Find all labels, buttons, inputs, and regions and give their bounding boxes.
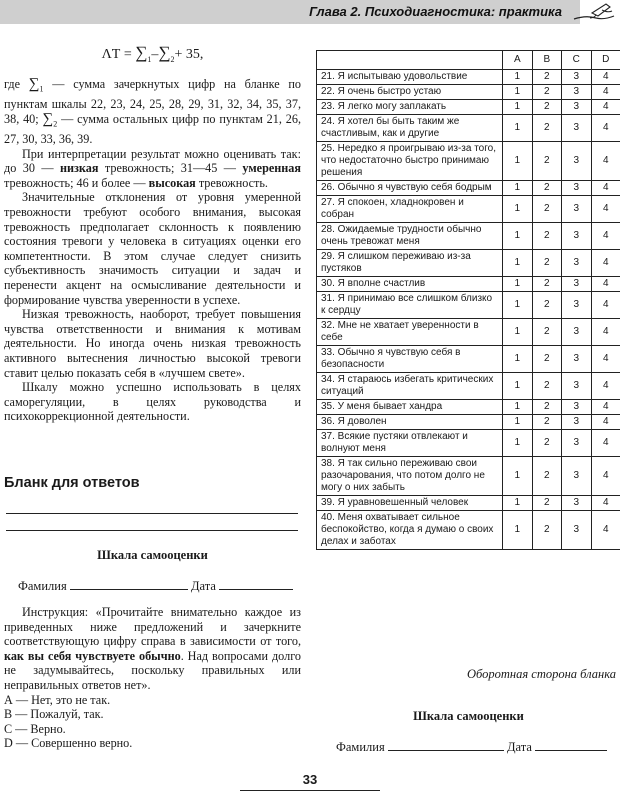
answer-option-cell[interactable]: 2: [532, 142, 561, 181]
text-span: . Над вопросами долго не задумывайтесь, поскольку правильных или неправильных ответов нет».: [4, 648, 301, 692]
answer-option-cell[interactable]: 4: [591, 223, 620, 250]
question-cell: 32. Мне не хватает уверенности в себе: [317, 319, 503, 346]
question-cell: 28. Ожидаемые трудности обычно очень тревожат меня: [317, 223, 503, 250]
option-item: А — Нет, это не так.: [4, 692, 111, 707]
sigma-symbol: ∑: [42, 111, 54, 128]
surname-label: Фамилия: [336, 740, 385, 754]
scale-title: Шкала самооценки: [413, 709, 524, 723]
formula-tail: + 35,: [174, 47, 204, 62]
date-label: Дата: [190, 579, 216, 593]
answer-option-cell[interactable]: 4: [591, 346, 620, 373]
paragraph: [4, 77, 301, 146]
table-body: [317, 70, 620, 550]
table-row: [317, 181, 620, 196]
paragraph: Шкалу можно успешно использовать в целях саморегуляции, в целях руководства и психокоррекционной деятельности.: [4, 380, 301, 424]
question-cell: 23. Я легко могу заплакать: [317, 100, 503, 115]
date-field[interactable]: [219, 577, 293, 590]
answer-option-cell[interactable]: 4: [591, 115, 620, 142]
answer-option-cell[interactable]: 4: [591, 430, 620, 457]
answer-option-cell[interactable]: 2: [532, 415, 561, 430]
answer-option-cell[interactable]: 1: [503, 277, 532, 292]
answer-option-cell[interactable]: 1: [503, 346, 532, 373]
sigma-index: 2: [170, 54, 175, 64]
text-span: — сумма зачеркнутых цифр на бланке по пунктам шкалы 22, 23, 24, 25, 28, 29, 31, 32, 34, 35, 37, 38, 40;: [4, 77, 301, 127]
answer-option-cell[interactable]: 4: [591, 319, 620, 346]
bold-term: как вы себя чувствуете обычно: [4, 648, 181, 663]
divider: [6, 513, 298, 514]
sigma-index: 2: [53, 119, 58, 129]
answer-option-cell[interactable]: 2: [532, 223, 561, 250]
answer-option-cell[interactable]: 3: [562, 400, 591, 415]
answer-option-cell[interactable]: 3: [562, 196, 591, 223]
answer-option-cell[interactable]: 4: [591, 457, 620, 496]
question-cell: 22. Я очень быстро устаю: [317, 85, 503, 100]
answer-option-cell[interactable]: 3: [562, 373, 591, 400]
question-cell: 25. Нередко я проигрываю из-за того, что недостаточно быстро принимаю решения: [317, 142, 503, 181]
table-row: [317, 196, 620, 223]
answer-option-cell[interactable]: 3: [562, 346, 591, 373]
answer-option-cell[interactable]: 1: [503, 250, 532, 277]
answer-option-cell[interactable]: 2: [532, 400, 561, 415]
question-cell: 27. Я спокоен, хладнокровен и собран: [317, 196, 503, 223]
answer-option-cell[interactable]: 2: [532, 292, 561, 319]
answer-option-cell[interactable]: 1: [503, 400, 532, 415]
question-cell: 29. Я слишком переживаю из-за пустяков: [317, 250, 503, 277]
answer-option-cell[interactable]: 1: [503, 457, 532, 496]
section-title: Бланк для ответов: [4, 475, 140, 491]
question-cell: 21. Я испытываю удовольствие: [317, 70, 503, 85]
back-side-label: Оборотная сторона бланка: [466, 667, 616, 681]
answer-option-cell[interactable]: 4: [591, 277, 620, 292]
answer-option-cell[interactable]: 1: [503, 496, 532, 511]
answer-option-cell[interactable]: 1: [503, 181, 532, 196]
answer-option-cell[interactable]: 2: [532, 181, 561, 196]
answer-option-cell[interactable]: 3: [562, 496, 591, 511]
answer-option-cell[interactable]: 2: [532, 70, 561, 85]
sigma-symbol: ∑: [135, 43, 148, 62]
answer-option-cell[interactable]: 3: [562, 115, 591, 142]
surname-field[interactable]: [388, 738, 504, 751]
answer-option-cell[interactable]: 4: [591, 415, 620, 430]
table-row: [317, 496, 620, 511]
formula-lhs: ΛТ =: [101, 47, 132, 62]
footer-rule: [240, 790, 380, 791]
answer-option-cell[interactable]: 2: [532, 319, 561, 346]
answer-option-cell[interactable]: 4: [591, 100, 620, 115]
question-cell: 39. Я уравновешенный человек: [317, 496, 503, 511]
answer-option-cell[interactable]: 3: [562, 250, 591, 277]
answer-option-cell[interactable]: 3: [562, 142, 591, 181]
text-span: При интерпретации результат можно оценивать так: до 30 —: [4, 146, 301, 176]
question-cell: 36. Я доволен: [317, 415, 503, 430]
answer-option-cell[interactable]: 1: [503, 100, 532, 115]
answer-option-cell[interactable]: 2: [532, 115, 561, 142]
sigma-index: 1: [39, 84, 44, 94]
answer-option-cell[interactable]: 1: [503, 319, 532, 346]
table-row: [317, 100, 620, 115]
table-row: [317, 223, 620, 250]
question-cell: 24. Я хотел бы быть таким же счастливым, как и другие: [317, 115, 503, 142]
table-row: [317, 415, 620, 430]
answer-option-cell[interactable]: 3: [562, 511, 591, 550]
question-cell: 26. Обычно я чувствую себя бодрым: [317, 181, 503, 196]
sigma-symbol: ∑: [158, 43, 171, 62]
answer-option-cell[interactable]: 3: [562, 181, 591, 196]
answer-option-cell[interactable]: 4: [591, 70, 620, 85]
answer-option-cell[interactable]: 4: [591, 292, 620, 319]
answer-option-cell[interactable]: 3: [562, 430, 591, 457]
header-cell: B: [532, 51, 561, 70]
table-row: [317, 373, 620, 400]
answer-option-cell[interactable]: 2: [532, 196, 561, 223]
question-cell: 40. Меня охватывает сильное беспокойство, когда я думаю о своих делах и заботах: [317, 511, 503, 550]
paragraph: [4, 147, 301, 191]
header-cell: A: [503, 51, 532, 70]
header-cell: [317, 51, 503, 70]
answer-option-cell[interactable]: 1: [503, 511, 532, 550]
divider: [6, 530, 298, 531]
option-item: В — Пожалуй, так.: [4, 707, 104, 722]
answer-option-cell[interactable]: 4: [591, 373, 620, 400]
table-row: [317, 85, 620, 100]
paragraph: Низкая тревожность, наоборот, требует повышения чувства ответственности и внимания к мотивам деятельности. Но иногда очень низкая тревожность активного вытеснения личностью высокой тревоги ставит целью показать себя в «лучшем свете».: [4, 307, 301, 380]
answer-option-cell[interactable]: 1: [503, 196, 532, 223]
answer-option-cell[interactable]: 4: [591, 181, 620, 196]
text-span: — сумма остальных цифр по пунктам 21, 26, 27, 30, 33, 36, 39.: [4, 112, 301, 147]
answer-option-cell[interactable]: 4: [591, 142, 620, 181]
table-row: [317, 346, 620, 373]
scale-title: Шкала самооценки: [97, 548, 208, 562]
text-span: тревожность; 46 и более —: [4, 175, 149, 190]
answer-option-cell[interactable]: 4: [591, 400, 620, 415]
paragraph: Значительные отклонения от уровня умеренной тревожности требуют особого внимания, высокая тревожность предполагает склонность к появлению состояния тревоги у человека в ситуациях оценки его компетентности. В этом случае следует снизить субъективность значимость ситуации и задач и перенести акцент на осмысливание деятельности и формирование чувства уверенности в успехе.: [4, 190, 301, 307]
table-row: [317, 430, 620, 457]
answer-option-cell[interactable]: 2: [532, 373, 561, 400]
answer-option-cell[interactable]: 3: [562, 292, 591, 319]
answer-option-cell[interactable]: 4: [591, 85, 620, 100]
text-span: тревожность; 31—45 —: [98, 161, 243, 176]
answer-option-cell[interactable]: 1: [503, 292, 532, 319]
answer-option-cell[interactable]: 2: [532, 511, 561, 550]
answer-option-cell[interactable]: 1: [503, 223, 532, 250]
date-label: Дата: [506, 740, 532, 754]
answer-option-cell[interactable]: 1: [503, 415, 532, 430]
date-field[interactable]: [535, 738, 607, 751]
page-number: 33: [302, 772, 318, 787]
text-span: Инструкция: «Прочитайте внимательно каждое из приведенных ниже предложений и зачеркните соответствующую цифру справа в зависимости от того,: [4, 605, 301, 649]
page-header: [0, 0, 620, 24]
answer-option-cell[interactable]: 3: [562, 415, 591, 430]
question-cell: 34. Я стараюсь избегать критических ситуаций: [317, 373, 503, 400]
answer-option-cell[interactable]: 2: [532, 346, 561, 373]
left-column: [4, 38, 301, 424]
question-cell: 31. Я принимаю все слишком близко к сердцу: [317, 292, 503, 319]
answer-option-cell[interactable]: 2: [532, 85, 561, 100]
text-span: где: [4, 77, 29, 92]
table-header-row: [317, 51, 620, 70]
answer-option-cell[interactable]: 1: [503, 85, 532, 100]
chapter-title: Глава 2. Психодиагностика: практика: [309, 4, 562, 19]
answer-option-cell[interactable]: 2: [532, 430, 561, 457]
bold-term: низкая: [59, 161, 99, 176]
instruction-text: [4, 605, 301, 693]
option-item: С — Верно.: [4, 721, 66, 736]
table-row: [317, 457, 620, 496]
question-cell: 38. Я так сильно переживаю свои разочарования, что потом долго не могу о них забыть: [317, 457, 503, 496]
option-item: D — Совершенно верно.: [4, 736, 133, 751]
table-row: [317, 400, 620, 415]
table-row: [317, 70, 620, 85]
formula: [4, 43, 301, 67]
answer-option-cell[interactable]: 2: [532, 100, 561, 115]
answer-option-cell[interactable]: 3: [562, 85, 591, 100]
answer-option-cell[interactable]: 1: [503, 70, 532, 85]
answer-table: [316, 50, 620, 550]
answer-option-cell[interactable]: 3: [562, 319, 591, 346]
table-row: [317, 319, 620, 346]
table-row: [317, 277, 620, 292]
formula-minus: –: [151, 47, 159, 62]
answer-option-cell[interactable]: 2: [532, 457, 561, 496]
header-cell: C: [562, 51, 591, 70]
question-cell: 37. Всякие пустяки отвлекают и волнуют меня: [317, 430, 503, 457]
question-cell: 33. Обычно я чувствую себя в безопасности: [317, 346, 503, 373]
surname-label: Фамилия: [18, 579, 67, 593]
answer-option-cell[interactable]: 1: [503, 115, 532, 142]
table-row: [317, 292, 620, 319]
sigma-index: 1: [147, 54, 152, 64]
answer-option-cell[interactable]: 3: [562, 277, 591, 292]
name-date-line: [336, 738, 607, 755]
text-span: тревожность.: [195, 175, 268, 190]
sigma-symbol: ∑: [28, 76, 40, 93]
question-cell: 35. У меня бывает хандра: [317, 400, 503, 415]
table-row: [317, 250, 620, 277]
name-date-line: [18, 577, 293, 594]
answer-option-cell[interactable]: 3: [562, 457, 591, 496]
instruction-block: [4, 605, 301, 751]
question-cell: 30. Я вполне счастлив: [317, 277, 503, 292]
answer-option-cell[interactable]: 4: [591, 496, 620, 511]
answer-option-cell[interactable]: 2: [532, 496, 561, 511]
answer-option-cell[interactable]: 3: [562, 223, 591, 250]
surname-field[interactable]: [70, 577, 188, 590]
answer-option-cell[interactable]: 4: [591, 250, 620, 277]
answer-option-cell[interactable]: 1: [503, 430, 532, 457]
answer-option-cell[interactable]: 1: [503, 142, 532, 181]
answer-option-cell[interactable]: 3: [562, 70, 591, 85]
answer-option-cell[interactable]: 2: [532, 250, 561, 277]
header-cell: D: [591, 51, 620, 70]
bold-term: высокая: [148, 175, 196, 190]
answer-option-cell[interactable]: 1: [503, 373, 532, 400]
writing-hand-icon: [572, 1, 616, 23]
answer-option-cell[interactable]: 2: [532, 277, 561, 292]
bold-term: умеренная: [242, 161, 301, 176]
table-row: [317, 115, 620, 142]
answer-option-cell[interactable]: 4: [591, 511, 620, 550]
table-row: [317, 511, 620, 550]
answer-option-cell[interactable]: 3: [562, 100, 591, 115]
table-row: [317, 142, 620, 181]
answer-option-cell[interactable]: 4: [591, 196, 620, 223]
